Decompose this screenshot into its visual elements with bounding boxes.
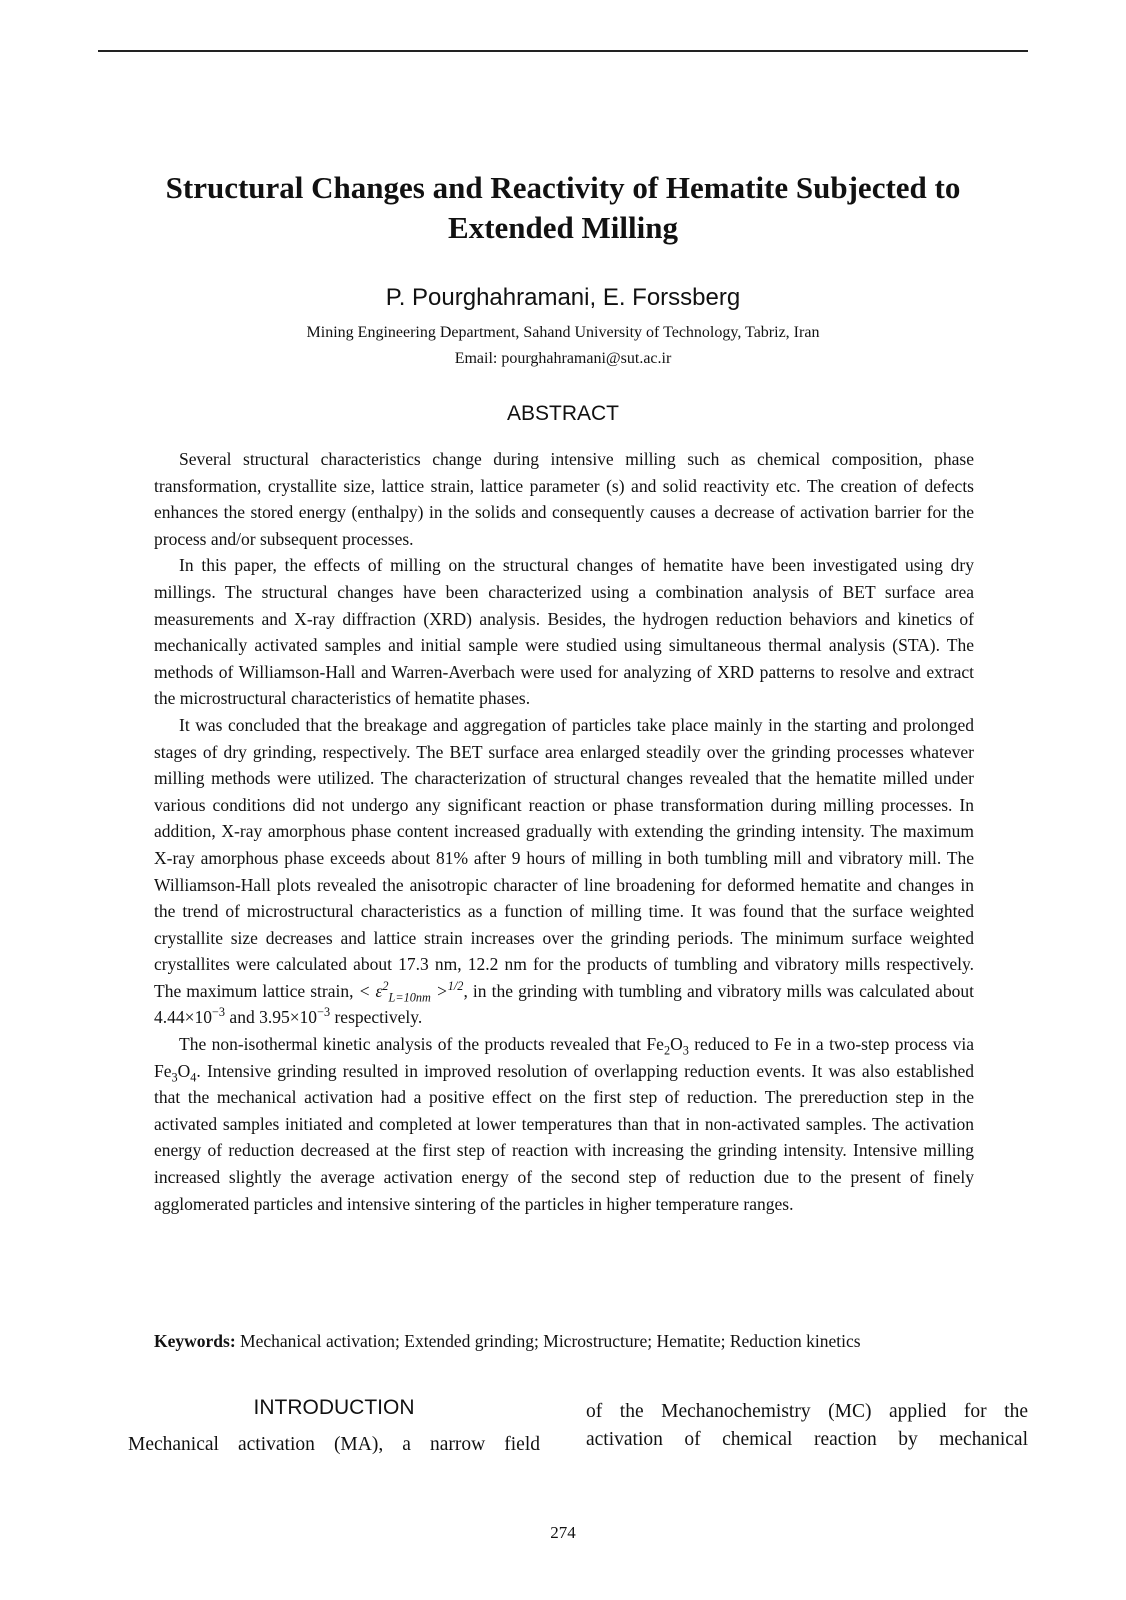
- abstract-p4-text-a: The non-isothermal kinetic analysis of the products revealed that Fe: [179, 1034, 664, 1055]
- strain-square: 2: [382, 979, 389, 994]
- abstract-heading: ABSTRACT: [506, 402, 619, 425]
- fe2o3-sub-fe: 2: [663, 1043, 671, 1058]
- lattice-strain-formula: [358, 979, 464, 1005]
- keywords-list: Mechanical activation; Extended grinding; Microstructure; Hematite; Reduction kinetics: [235, 1331, 861, 1351]
- author-email: Email: pourghahramani@sut.ac.ir: [454, 350, 672, 367]
- strain-open: < ε: [358, 980, 383, 1001]
- page-number: 274: [550, 1523, 576, 1542]
- abstract-paragraph-1: Several structural characteristics change during intensive milling such as chemical composition, phase transformation, crystallite size, lattice strain, lattice parameter (s) and solid reactivity etc. The creation of defects enhances the stored energy (enthalpy) in the solids and consequently causes a decrease of activation barrier for the process and/or subsequent processes.: [154, 449, 974, 549]
- header-rule: [98, 50, 1028, 52]
- abstract-p3-text-b: , in the grinding with tumbling and vibratory mills was calculated about 4.44×10: [154, 980, 974, 1028]
- author-list: P. Pourghahramani, E. Forssberg: [385, 284, 741, 311]
- strain-subscript: L=10nm: [388, 990, 431, 1005]
- abstract-body: [154, 446, 974, 1217]
- abstract-p3-text-d: respectively.: [330, 1007, 423, 1028]
- keywords-label: Keywords:: [154, 1331, 236, 1351]
- abstract-p4-text-b: O: [670, 1034, 683, 1055]
- strain-close: >: [430, 980, 448, 1001]
- affiliation: Mining Engineering Department, Sahand University of Technology, Tabriz, Iran: [306, 324, 820, 341]
- abstract-p3-text-c: and 3.95×10: [225, 1007, 318, 1028]
- fe3o4-sub-o: 4: [190, 1070, 197, 1085]
- title-line-2: Extended Milling: [448, 210, 678, 245]
- affiliation-block: [98, 320, 1028, 372]
- introduction-text-left: Mechanical activation (MA), a narrow field: [128, 1434, 540, 1455]
- strain-value-2-exponent: −3: [317, 1005, 331, 1020]
- introduction-text-right: of the Mechanochemistry (MC) applied for the activation of chemical reaction by mechanical: [586, 1401, 1028, 1450]
- abstract-p4-text-c: reduced to Fe in a two-step process via Fe: [154, 1034, 974, 1081]
- introduction-heading: INTRODUCTION: [253, 1396, 415, 1419]
- abstract-paragraph-2: In this paper, the effects of milling on the structural changes of hematite have been investigated using dry millings. The structural changes have been characterized using a combination analysis of BET surface area measurements and X-ray diffraction (XRD) analysis. Besides, the hydrogen reduction behaviors and kinetics of mechanically activated samples and initial sample were studied using simultaneous thermal analysis (STA). The methods of Williamson-Hall and Warren-Averbach were used for analyzing of XRD patterns to resolve and extract the microstructural characteristics of hematite phases.: [154, 555, 974, 709]
- abstract-p4-text-e: . Intensive grinding resulted in improved resolution of overlapping reduction events. It was also established that the mechanical activation had a positive effect on the first step of reduction. The prereduction step in the activated samples initiated and completed at lower temperatures than that in non-activated samples. The activation energy of reduction decreased at the first step of reaction with increasing the grinding intensity. Intensive milling increased slightly the average activation energy of the second step of reduction due to the present of finely agglomerated particles and intensive sintering of the particles in higher temperature ranges.: [154, 1060, 974, 1214]
- strain-exponent: 1/2: [447, 979, 464, 994]
- left-column: [128, 1393, 540, 1459]
- abstract-paragraph-4: [154, 1031, 974, 1217]
- paper-title: [98, 168, 1028, 248]
- fe3o4-sub-fe: 3: [171, 1070, 178, 1085]
- strain-value-1-exponent: −3: [212, 1005, 226, 1020]
- title-line-1: Structural Changes and Reactivity of Hematite Subjected to: [165, 170, 961, 205]
- right-column: [586, 1398, 1028, 1454]
- abstract-paragraph-3: [154, 712, 974, 1031]
- keywords: [154, 1328, 974, 1354]
- abstract-p4-text-d: O: [177, 1060, 191, 1081]
- abstract-p3-text-a: It was concluded that the breakage and aggregation of particles take place mainly in the starting and prolonged stages of dry grinding, respectively. The BET surface area enlarged steadily over the grinding processes whatever milling methods were utilized. The characterization of structural changes revealed that the hematite milled under various conditions did not undergo any significant reaction or phase transformation during milling processes. In addition, X-ray amorphous phase content increased gradually with extending the grinding intensity. The maximum X-ray amorphous phase exceeds about 81% after 9 hours of milling in both tumbling mill and vibratory mill. The Williamson-Hall plots revealed the anisotropic character of line broadening for deformed hematite and changes in the trend of microstructural characteristics as a function of milling time. It was found that the surface weighted crystallite size decreases and lattice strain increases over the grinding periods. The minimum surface weighted crystallites were calculated about 17.3 nm, 12.2 nm for the products of tumbling and vibratory mills respectively. The maximum lattice strain,: [154, 714, 974, 1001]
- fe2o3-sub-o: 3: [682, 1043, 689, 1058]
